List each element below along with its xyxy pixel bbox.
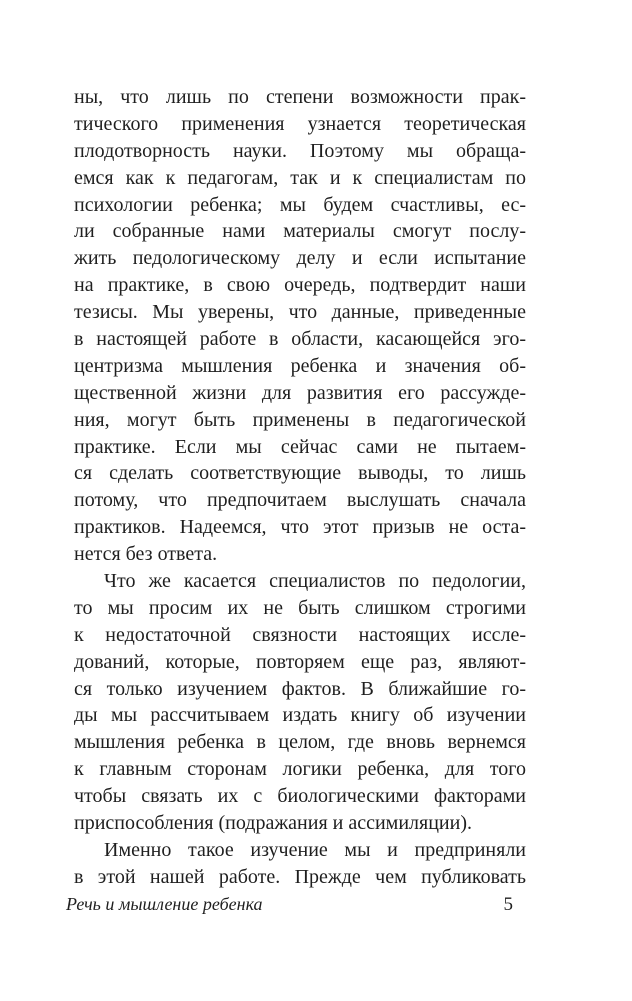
- page-number: 5: [503, 894, 513, 915]
- text-line: тезисы. Мы уверены, что данные, приведенные: [74, 301, 526, 324]
- text-line: практике. Если мы сейчас сами не пытаем-: [74, 435, 526, 458]
- text-line: ны, что лишь по степени возможности прак-: [74, 86, 526, 108]
- text-line: жить педологическому делу и если испытание: [74, 247, 526, 270]
- text-line: потому, что предпочитаем выслушать сначала: [74, 489, 526, 512]
- text-line: психологии ребенка; мы будем счастливы, ес-: [74, 193, 526, 216]
- text-line: в этой нашей работе. Прежде чем публиковать: [74, 865, 526, 888]
- text-line: на практике, в свою очередь, подтвердит наши: [74, 274, 526, 297]
- text-line: емся как к педагогам, так и к специалистам по: [74, 166, 526, 189]
- text-line: ли собранные нами материалы смогут послу-: [74, 220, 526, 243]
- text-line: к недостаточной связности настоящих иссле-: [74, 623, 526, 646]
- page-footer: [66, 892, 513, 917]
- text-line: к главным сторонам логики ребенка, для того: [74, 758, 526, 781]
- page-body-text: [74, 84, 526, 891]
- text-line: в настоящей работе в области, касающейся эго-: [74, 328, 526, 351]
- text-line: то мы просим их не быть слишком строгими: [74, 596, 526, 619]
- text-line: тического применения узнается теоретическая: [74, 112, 526, 135]
- text-line: Что же касается специалистов по педологии,: [104, 570, 526, 593]
- text-line: ды мы рассчитываем издать книгу об изучении: [74, 704, 526, 727]
- text-line: ся сделать соответствующие выводы, то лишь: [74, 462, 526, 485]
- text-line: практиков. Надеемся, что этот призыв не оста-: [74, 516, 526, 539]
- text-line: чтобы связать их с биологическими факторами: [74, 785, 526, 808]
- text-line: дований, которые, повторяем еще раз, являют-: [74, 650, 526, 673]
- text-line: приспособления (подражания и ассимиляции).: [74, 812, 472, 835]
- text-line: плодотворность науки. Поэтому мы обраща-: [74, 139, 526, 162]
- text-line: щественной жизни для развития его рассужде-: [74, 381, 526, 404]
- text-line: нется без ответа.: [74, 543, 218, 566]
- text-line: ния, могут быть применены в педагогической: [74, 408, 526, 431]
- text-line: мышления ребенка в целом, где вновь вернемся: [74, 731, 526, 754]
- text-line: центризма мышления ребенка и значения об-: [74, 354, 526, 377]
- running-title: Речь и мышление ребенка: [66, 894, 263, 914]
- text-line: Именно такое изучение мы и предприняли: [104, 838, 526, 861]
- text-line: ся только изучением фактов. В ближайшие го-: [74, 677, 526, 700]
